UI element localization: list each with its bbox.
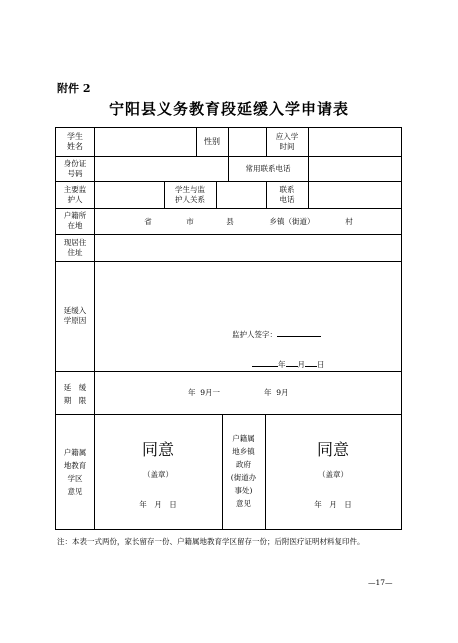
year-line [252,357,278,367]
attachment-label: 附件 2 [57,82,91,95]
residence-label: 现居住 住址 [63,238,87,257]
township-label: 乡镇（街道） [269,217,315,226]
relation-label: 学生与监 护人关系 [175,185,205,204]
county-label: 县 [226,217,234,226]
guardian-signature [232,327,321,340]
township-seal: （盖章） [318,470,348,479]
district-opinion-label: 户籍属 地教育 学区 意见 [63,448,87,496]
township-opinion-label: 户籍属 地乡镇 政府 (街道办 事处) 意见 [230,434,257,508]
period-start: 年 9月一 [188,388,221,397]
guardian-phone-label: 联系 电话 [279,185,295,204]
period-end: 年 9月 [264,388,289,397]
household-label: 户籍所 在地 [63,211,87,230]
contact-phone-label: 常用联系电话 [245,164,291,173]
city-label: 市 [186,217,194,226]
month-label: 月 [297,360,305,369]
gender-label: 性别 [204,137,220,146]
guardian-sign-label: 监护人签字： [232,330,277,339]
id-number-label: 身份证 号码 [63,159,87,178]
district-seal: （盖章） [143,470,173,479]
district-date: 年 月 日 [139,500,177,509]
application-form [55,127,402,530]
day-line [305,357,317,367]
district-approval: 同意 [141,440,174,459]
signature-line [277,327,321,337]
sign-date [252,357,325,370]
page-title: 宁阳县义务教育段延缓入学申请表 [108,100,349,118]
reason-label: 延缓入 学原因 [63,306,87,325]
student-name-label: 学生 姓名 [67,132,83,151]
township-date: 年 月 日 [314,500,352,509]
village-label: 村 [345,217,353,226]
enroll-time-label: 应入学 时间 [275,132,299,151]
month-line [286,357,298,367]
delay-period-label: 延 缓 期 限 [63,383,87,405]
township-approval: 同意 [316,440,349,459]
page-number: —17— [368,578,393,587]
province-label: 省 [144,217,152,226]
footnote: 注：本表一式两份，家长留存一份、户籍属地教育学区留存一份；后附医疗证明材料复印件。 [57,537,365,546]
year-label: 年 [278,360,286,369]
day-label: 日 [317,360,325,369]
guardian-label: 主要监 护人 [63,185,87,204]
